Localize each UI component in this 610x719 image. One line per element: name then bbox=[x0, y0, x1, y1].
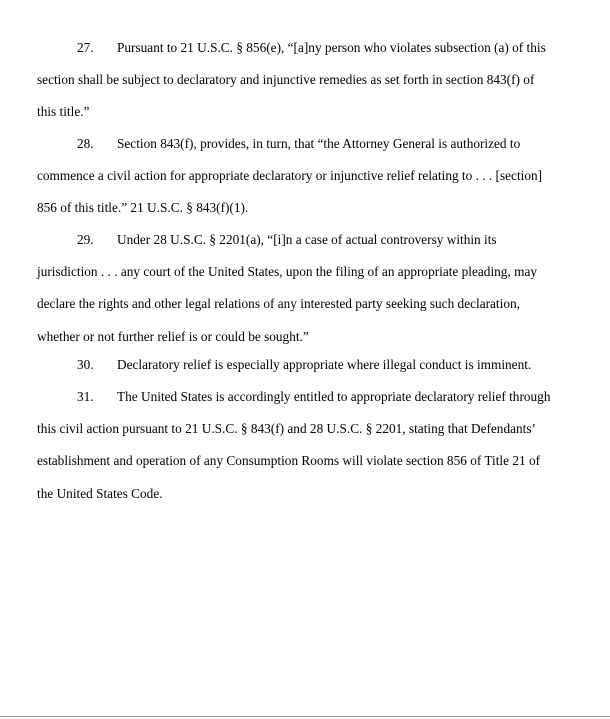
paragraph-number: 28. bbox=[77, 136, 94, 151]
paragraph-text: establishment and operation of any Consumption Rooms will violate section 856 of Title 21 of bbox=[37, 453, 541, 469]
paragraph-first-line bbox=[37, 128, 573, 160]
paragraph-text: this civil action pursuant to 21 U.S.C. § 843(f) and 28 U.S.C. § 2201, stating that Defendants’ bbox=[37, 421, 536, 437]
paragraph-number: 31. bbox=[77, 389, 94, 404]
paragraph-text: jurisdiction . . . any court of the United States, upon the filing of an appropriate pleading, may bbox=[37, 264, 537, 280]
paragraph-text: Section 843(f), provides, in turn, that “the Attorney General is authorized to bbox=[117, 136, 521, 151]
paragraph-28 bbox=[37, 128, 573, 225]
paragraph-text: declare the rights and other legal relations of any interested party seeking such declaration, bbox=[37, 296, 520, 312]
paragraph-text: The United States is accordingly entitled to appropriate declaratory relief through bbox=[117, 389, 551, 404]
paragraph-text: Declaratory relief is especially appropriate where illegal conduct is imminent. bbox=[117, 357, 532, 372]
paragraph-text: whether or not further relief is or could be sought.” bbox=[37, 328, 309, 344]
paragraph-text: commence a civil action for appropriate declaratory or injunctive relief relating to . . . [section] bbox=[37, 168, 543, 184]
paragraph-text: the United States Code. bbox=[37, 485, 163, 501]
paragraph-first-line bbox=[37, 32, 573, 64]
paragraph-30 bbox=[37, 349, 573, 381]
paragraph-first-line bbox=[37, 349, 573, 381]
paragraph-27 bbox=[37, 32, 573, 129]
paragraph-31 bbox=[37, 381, 573, 510]
paragraph-number: 30. bbox=[77, 357, 94, 372]
page-bottom-divider bbox=[0, 716, 610, 717]
paragraph-number: 29. bbox=[77, 232, 94, 247]
paragraph-text: this title.” bbox=[37, 104, 90, 120]
paragraph-text: section shall be subject to declaratory and injunctive remedies as set forth in section 843(f) of bbox=[37, 72, 535, 88]
paragraph-first-line bbox=[37, 381, 573, 413]
paragraph-text: Under 28 U.S.C. § 2201(a), “[i]n a case of actual controversy within its bbox=[117, 232, 497, 247]
paragraph-first-line bbox=[37, 224, 573, 256]
paragraph-number: 27. bbox=[77, 40, 94, 55]
paragraph-text: Pursuant to 21 U.S.C. § 856(e), “[a]ny person who violates subsection (a) of this bbox=[117, 40, 546, 55]
paragraph-text: 856 of this title.” 21 U.S.C. § 843(f)(1). bbox=[37, 200, 249, 216]
paragraph-29 bbox=[37, 224, 573, 353]
